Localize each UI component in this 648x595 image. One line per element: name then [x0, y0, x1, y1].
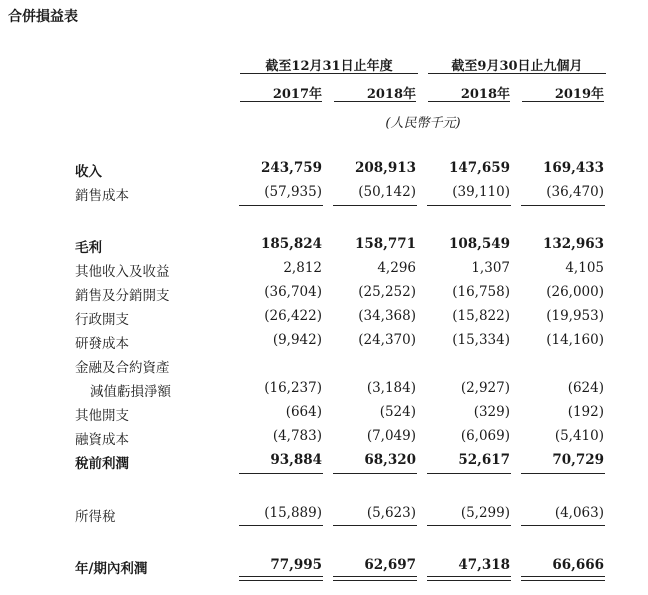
row-value: (5,410): [554, 428, 604, 444]
row-value: (624): [567, 380, 604, 396]
row-value: 93,884: [270, 452, 322, 468]
column-group-header-nine-months: 截至9月30日止九個月: [428, 55, 606, 74]
row-label-admin-expenses: 行政開支: [75, 312, 129, 328]
row-value: (36,470): [546, 184, 604, 200]
row-value: 108,549: [448, 236, 510, 252]
subtotal-rule: [427, 525, 511, 526]
row-value: 77,995: [270, 557, 322, 573]
subtotal-rule: [333, 473, 417, 474]
row-value: (15,334): [452, 332, 510, 348]
row-value: (2,927): [460, 380, 510, 396]
total-double-rule: [521, 576, 605, 581]
row-value: (5,623): [366, 505, 416, 521]
row-value: 147,659: [448, 160, 510, 176]
row-value: (25,252): [358, 284, 416, 300]
row-value: (15,822): [452, 308, 510, 324]
row-value: 169,433: [542, 160, 604, 176]
row-value: (16,237): [264, 380, 322, 396]
row-value: (329): [473, 404, 510, 420]
row-value: 70,729: [552, 452, 604, 468]
subtotal-rule: [239, 525, 323, 526]
row-label-revenue: 收入: [75, 164, 102, 180]
row-label-cost-of-sales: 銷售成本: [75, 188, 129, 204]
row-label-impairment-losses: 減值虧損淨額: [90, 384, 171, 400]
row-label-income-tax: 所得稅: [75, 509, 116, 525]
row-value: (4,063): [554, 505, 604, 521]
subtotal-rule: [333, 525, 417, 526]
currency-unit: (人民幣千元): [385, 116, 461, 131]
row-label-profit-before-tax: 稅前利潤: [75, 456, 129, 472]
row-value: (26,000): [546, 284, 604, 300]
row-value: (6,069): [460, 428, 510, 444]
year-header-3: 2018年: [428, 83, 510, 102]
row-value: (4,783): [272, 428, 322, 444]
row-value: (16,758): [452, 284, 510, 300]
row-value: (14,160): [546, 332, 604, 348]
row-label-finance-costs: 融資成本: [75, 432, 129, 448]
subtotal-rule: [333, 205, 417, 206]
row-value: (26,422): [264, 308, 322, 324]
row-value: 158,771: [354, 236, 416, 252]
subtotal-rule: [521, 205, 605, 206]
page-title: 合併損益表: [8, 9, 78, 25]
subtotal-rule: [521, 473, 605, 474]
row-label-rd-costs: 研發成本: [75, 336, 129, 352]
row-value: (5,299): [460, 505, 510, 521]
row-value: (7,049): [366, 428, 416, 444]
row-value: (19,953): [546, 308, 604, 324]
year-header-1: 2017年: [240, 83, 322, 102]
year-header-2: 2018年: [334, 83, 416, 102]
row-value: (524): [379, 404, 416, 420]
row-value: (34,368): [358, 308, 416, 324]
row-value: 132,963: [542, 236, 604, 252]
row-label-profit-for-period: 年/期內利潤: [75, 561, 148, 577]
row-value: 243,759: [260, 160, 322, 176]
row-value: (24,370): [358, 332, 416, 348]
row-value: 4,296: [377, 260, 416, 276]
row-value: 4,105: [565, 260, 604, 276]
row-label-financial-contract-assets: 金融及合約資產: [75, 360, 170, 376]
row-value: 185,824: [260, 236, 322, 252]
row-label-other-expenses: 其他開支: [75, 408, 129, 424]
row-value: (9,942): [272, 332, 322, 348]
year-header-4: 2019年: [522, 83, 604, 102]
subtotal-rule: [239, 205, 323, 206]
subtotal-rule: [427, 473, 511, 474]
row-value: 62,697: [364, 557, 416, 573]
row-value: 1,307: [471, 260, 510, 276]
row-value: (664): [285, 404, 322, 420]
row-value: 2,812: [283, 260, 322, 276]
row-value: (192): [567, 404, 604, 420]
row-value: 68,320: [364, 452, 416, 468]
row-value: (57,935): [264, 184, 322, 200]
total-double-rule: [239, 576, 323, 581]
total-double-rule: [427, 576, 511, 581]
subtotal-rule: [239, 473, 323, 474]
subtotal-rule: [521, 525, 605, 526]
row-value: (39,110): [452, 184, 510, 200]
subtotal-rule: [427, 205, 511, 206]
row-value: (3,184): [366, 380, 416, 396]
row-label-other-income: 其他收入及收益: [75, 264, 170, 280]
row-value: (15,889): [264, 505, 322, 521]
row-value: 52,617: [458, 452, 510, 468]
row-value: 66,666: [552, 557, 604, 573]
row-value: 208,913: [354, 160, 416, 176]
row-label-selling-expenses: 銷售及分銷開支: [75, 288, 170, 304]
row-value: (50,142): [358, 184, 416, 200]
column-group-header-annual: 截至12月31日止年度: [240, 55, 418, 74]
row-label-gross-profit: 毛利: [75, 240, 102, 256]
row-value: 47,318: [458, 557, 510, 573]
row-value: (36,704): [264, 284, 322, 300]
total-double-rule: [333, 576, 417, 581]
